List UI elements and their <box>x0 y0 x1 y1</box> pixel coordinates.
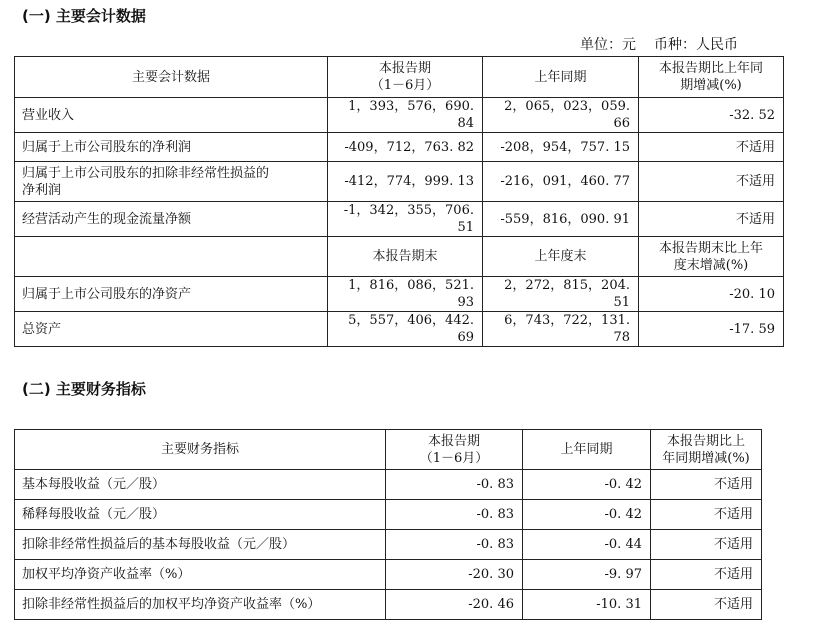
change-value: 不适用 <box>651 500 762 530</box>
header-line: 年同期增减(%) <box>662 450 750 466</box>
table-subheader-row <box>15 237 784 277</box>
section-title-financial-indicators: (二) 主要财务指标 <box>22 380 146 398</box>
table-row <box>15 98 784 133</box>
change-value: 不适用 <box>639 202 784 237</box>
table-row <box>15 133 784 162</box>
header-line: 本报告期 <box>378 61 431 76</box>
header-line: （1－6月） <box>419 450 489 466</box>
change-value: 不适用 <box>651 470 762 500</box>
prior-value: -559，816，090. 91 <box>483 202 639 237</box>
row-label: 归属于上市公司股东的净利润 <box>15 133 328 162</box>
currency-label: 币种：人民币 <box>654 37 738 53</box>
change-value: 不适用 <box>651 530 762 560</box>
row-label: 营业收入 <box>15 98 328 133</box>
table-row <box>15 590 762 620</box>
header-cell <box>328 57 483 98</box>
row-label: 稀释每股收益（元／股） <box>15 500 386 530</box>
change-value: 不适用 <box>651 590 762 620</box>
table-row <box>15 470 762 500</box>
header-cell-empty <box>15 237 328 277</box>
prior-value: -10. 31 <box>523 590 651 620</box>
table-row <box>15 312 784 347</box>
row-label: 基本每股收益（元／股） <box>15 470 386 500</box>
row-label: 经营活动产生的现金流量净额 <box>15 202 328 237</box>
header-line: 本报告期 <box>427 433 480 449</box>
row-label-line: 归属于上市公司股东的扣除非经常性损益的 <box>22 165 270 181</box>
header-cell: 上年同期 <box>483 57 639 98</box>
table-header-row <box>15 430 762 470</box>
table-row <box>15 162 784 202</box>
row-label <box>15 162 328 202</box>
financial-indicators-table <box>14 429 762 620</box>
section-title-accounting-data: (一) 主要会计数据 <box>22 7 146 25</box>
header-line: 本报告期末比上年 <box>658 240 763 256</box>
prior-value: -216，091，460. 77 <box>483 162 639 202</box>
unit-currency-line <box>580 34 738 54</box>
current-value: -412，774，999. 13 <box>328 162 483 202</box>
row-label: 归属于上市公司股东的净资产 <box>15 277 328 312</box>
header-cell: 上年度末 <box>483 237 639 277</box>
current-value: -20. 46 <box>386 590 523 620</box>
table-row <box>15 530 762 560</box>
table-header-row <box>15 57 784 98</box>
header-cell <box>639 237 784 277</box>
change-value: -20. 10 <box>639 277 784 312</box>
table-row <box>15 560 762 590</box>
row-label: 加权平均净资产收益率（%） <box>15 560 386 590</box>
header-cell: 本报告期末 <box>328 237 483 277</box>
row-label: 扣除非经常性损益后的基本每股收益（元／股） <box>15 530 386 560</box>
current-value: 1，393，576，690. 84 <box>328 98 483 133</box>
prior-value: -0. 42 <box>523 470 651 500</box>
current-value: -20. 30 <box>386 560 523 590</box>
unit-label: 单位：元 <box>580 37 636 53</box>
current-value: -0. 83 <box>386 470 523 500</box>
header-cell: 上年同期 <box>523 430 651 470</box>
change-value: 不适用 <box>639 162 784 202</box>
prior-value: 6，743，722，131. 78 <box>483 312 639 347</box>
header-line: （1－6月） <box>370 78 440 93</box>
current-value: -0. 83 <box>386 530 523 560</box>
prior-value: -9. 97 <box>523 560 651 590</box>
current-value: -1，342，355，706. 51 <box>328 202 483 237</box>
row-label: 总资产 <box>15 312 328 347</box>
header-line: 度末增减(%) <box>673 257 749 273</box>
current-value: 1，816，086，521. 93 <box>328 277 483 312</box>
header-cell <box>386 430 523 470</box>
current-value: 5，557，406，442. 69 <box>328 312 483 347</box>
header-cell: 主要会计数据 <box>15 57 328 98</box>
header-line: 本报告期比上年同 <box>658 61 763 76</box>
current-value: -0. 83 <box>386 500 523 530</box>
change-value: -32. 52 <box>639 98 784 133</box>
change-value: 不适用 <box>651 560 762 590</box>
header-cell: 主要财务指标 <box>15 430 386 470</box>
change-value: -17. 59 <box>639 312 784 347</box>
row-label-line: 净利润 <box>22 182 62 198</box>
table-row <box>15 277 784 312</box>
table-row <box>15 202 784 237</box>
current-value: -409，712，763. 82 <box>328 133 483 162</box>
header-cell <box>651 430 762 470</box>
change-value: 不适用 <box>639 133 784 162</box>
header-line: 本报告期比上 <box>666 433 745 449</box>
prior-value: -208，954，757. 15 <box>483 133 639 162</box>
prior-value: -0. 42 <box>523 500 651 530</box>
prior-value: 2，065，023，059. 66 <box>483 98 639 133</box>
header-cell <box>639 57 784 98</box>
table-row <box>15 500 762 530</box>
prior-value: 2，272，815，204. 51 <box>483 277 639 312</box>
accounting-data-table <box>14 56 784 347</box>
prior-value: -0. 44 <box>523 530 651 560</box>
row-label: 扣除非经常性损益后的加权平均净资产收益率（%） <box>15 590 386 620</box>
header-line: 期增减(%) <box>680 78 742 93</box>
